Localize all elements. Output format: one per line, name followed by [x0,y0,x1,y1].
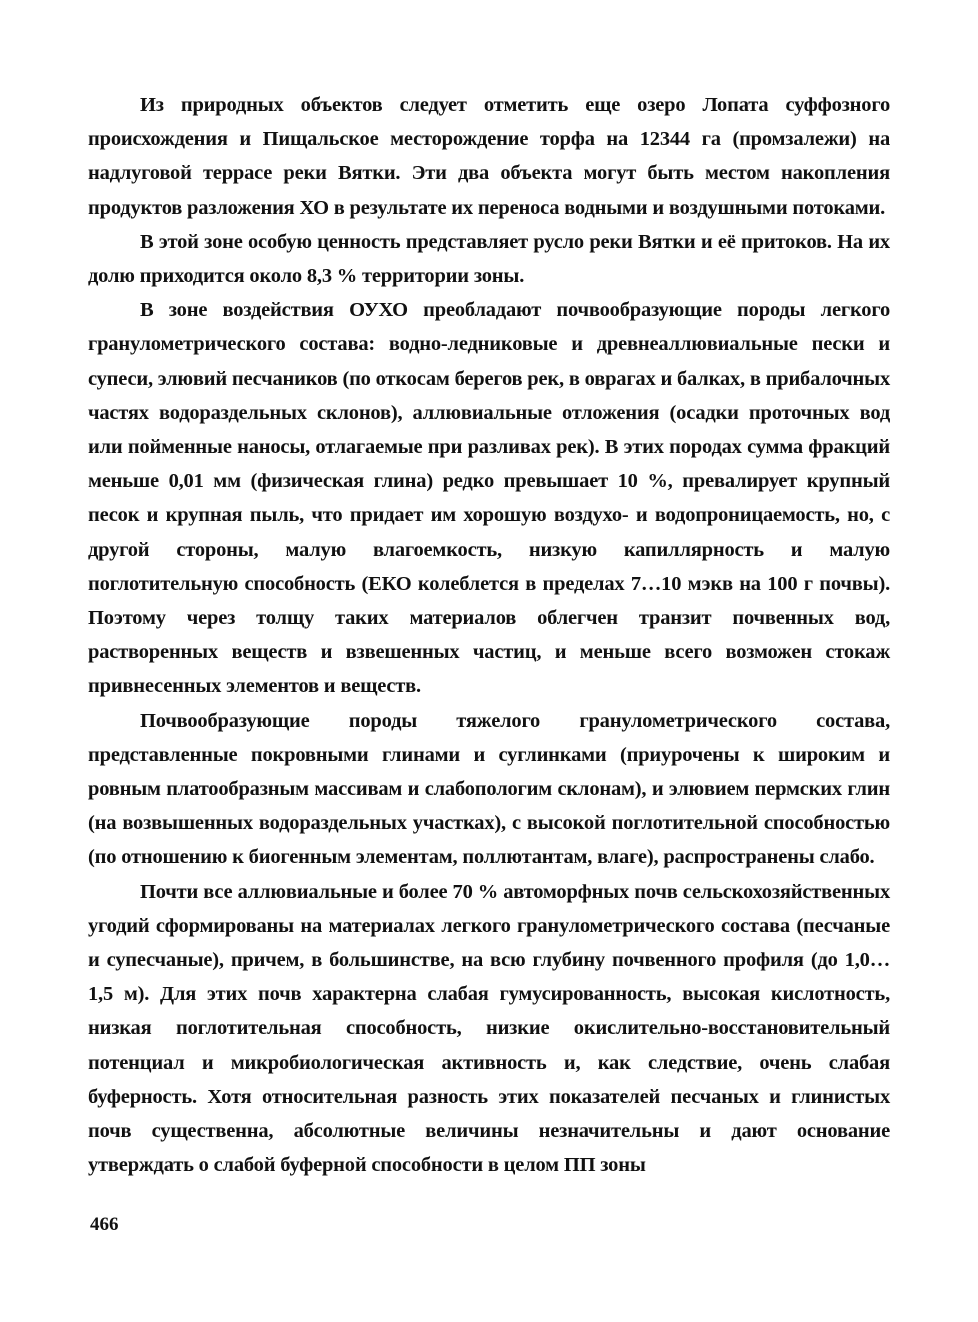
paragraph-light-soils: В зоне воздействия ОУХО преобладают почвообразующие породы легкого гранулометрического состава: водно-ледниковые и древнеаллювиальные пески и супеси, элювий песчаников (по откосам берегов рек, в оврагах и балках, в прибалочных частях водораздельных склонов), аллювиальные отложения (осадки проточных вод или пойменные наносы, отлагаемые при разливах рек). В этих породах сумма фракций меньше 0,01 мм (физическая глина) редко превышает 10 %, превалирует крупный песок и крупная пыль, что придает им хорошую воздухо- и водопроницаемость, но, с другой стороны, малую влагоемкость, низкую капиллярность и малую поглотительную способность (ЕКО колеблется в пределах 7…10 мэкв на 100 г почвы). Поэтому через толщу таких материалов облегчен транзит почвенных вод, растворенных веществ и взвешенных частиц, и меньше всего возможен стокаж привнесенных элементов и веществ. [88,299,890,698]
page-number: 466 [90,1214,119,1235]
paragraph-alluvial-soils: Почти все аллювиальные и более 70 % автоморфных почв сельскохозяйственных угодий сформированы на материалах легкого гранулометрического состава (песчаные и супесчаные), причем, в большинстве, на всю глубину почвенного профиля (до 1,0…1,5 м). Для этих почв характерна слабая гумусированность, высокая кислотность, низкая поглотительная способность, низкие окислительно-восстановительный потенциал и микробиологическая активность и, как следствие, очень слабая буферность. Хотя относительная разность этих показателей песчаных и глинистых почв существенна, абсолютные величины незначительны и дают основание утверждать о слабой буферной способности в целом ПП зоны [88,880,890,1177]
paragraph-natural-objects: Из природных объектов следует отметить еще озеро Лопата суффозного происхождения и Пищальское месторождение торфа на 12344 га (промзалежи) на надлуговой террасе реки Вятки. Эти два объекта могут быть местом накопления продуктов разложения ХО в результате их переноса водными и воздушными потоками. [88,94,890,219]
paragraph-river-vyatka: В этой зоне особую ценность представляет русло реки Вятки и её притоков. На их долю приходится около 8,3 % территории зоны. [88,230,890,288]
paragraph-heavy-soils: Почвообразующие породы тяжелого гранулометрического состава, представленные покровными глинами и суглинками (приурочены к широким и ровным платообразным массивам и слабопологим склонам), и элювием пермских глин (на возвышенных водораздельных участках), с высокой поглотительной способностью (по отношению к биогенным элементам, поллютантам, влаге), распространены слабо. [88,709,890,869]
body-text [88,88,890,1183]
